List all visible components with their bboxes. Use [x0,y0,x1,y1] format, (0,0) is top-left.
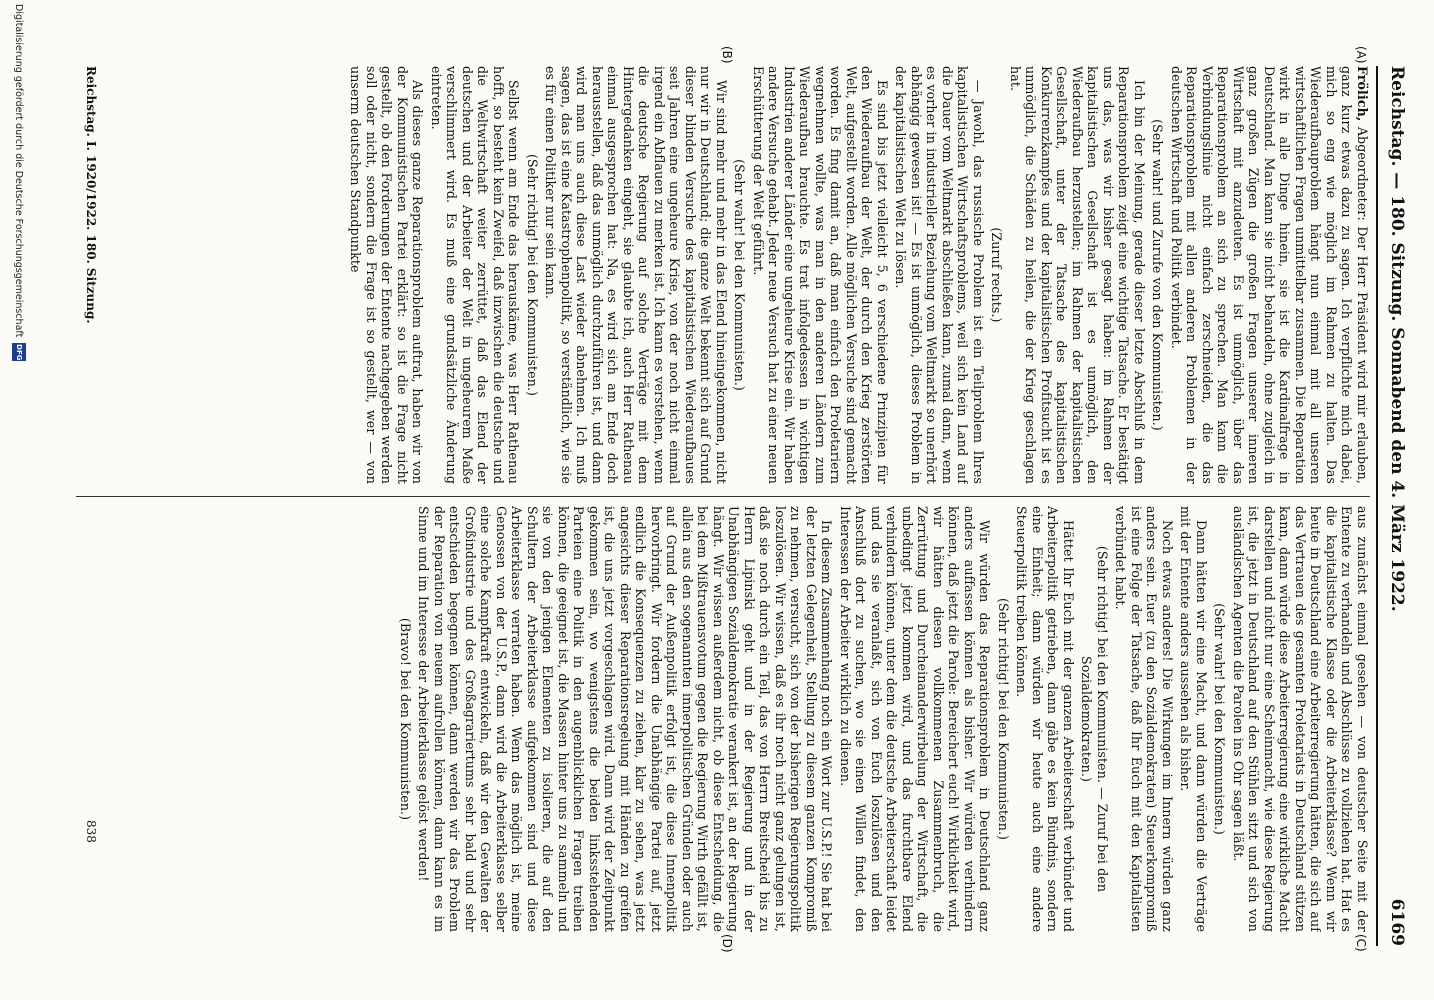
paragraph-text: Noch etwas anderes! Die Wirkungen im Innern würden ganz anders sein. Euer (zu den Sozialdemokraten) Steuerkompromiß ist eine Folge der Tatsache, daß Ihr Euch mit den Kapitalisten verbündet habt. [1113,506,1175,932]
margin-marker-a: (A) [1354,46,1368,64]
paragraph-text: Abgeordneter: Der Herr Präsident wird mir erlauben, ganz kurz etwas dazu zu sagen. Ich verpflichte mich dabei, mich so eng wie möglich im Rahmen zu halten. Das Wiederaufbauproblem hängt nun einmal mit all unseren wirtschaftlichen Fragen unmittelbar zusammen. Die Reparation wirkt in alle Dinge hinein, sie ist die Kardinalfrage in Deutschland. Man kann sie nicht behandeln, ohne zugleich in ganz großen Zügen die großen Fragen unserer inneren Wirtschaft mit anzudeuten. Es ist unmöglich, über das Reparationsproblem an sich zu sprechen. Man kann die Verbindungslinie nicht einfach zerschneiden, die das Reparationsproblem mit allen anderen Problemen in der deutschen Wirtschaft und Politik verbindet. [1169,66,1370,484]
footer-page: 838 [84,820,98,843]
paragraph-text: (Sehr richtig! bei den Kommunisten.) [525,153,540,397]
paragraph-text: (Sehr richtig! bei den Kommunisten. — Zuruf bei den Sozialdemokraten.) [1079,545,1110,893]
paragraph-text: Dann hätten wir eine Macht, und dann würden die Verträge mit der Entente anders aussehen als bisher. [1178,506,1209,932]
paragraph [348,66,426,484]
right-column [70,506,1370,932]
page-header [1380,66,1414,946]
interjection [1079,506,1110,932]
interjection [989,66,1005,484]
interjection [398,506,414,932]
footer-source: Reichstag. I. 1920/1922. 180. Sitzung. [84,66,98,324]
paragraph-text: Selbst wenn am Ende das herauskäme, was Herr Rathenau hofft, so besteht kein Zweifel, daß inzwischen die deutsche und die Weltwirtschaft weiter zerrüttet, daß das Elend der deutschen und der Arbeiter der Welt in ungeheurem Maße verschlimmert wird. Es muß eine grundsätzliche Änderung eintreten. [429,66,522,484]
paragraph [1008,66,1148,484]
paragraph-text: Als dieses ganze Reparationsproblem auftrat, haben wir von der Kommunistischen Partei erklärt: so ist die Frage nicht gestellt, ob den Forderungen der Entente nachgegeben werden soll oder nicht, sondern die Frage ist so gestellt, wer — von unserm deutschen Standpunkte [348,66,426,484]
paragraph-text: (Sehr wahr! und Zurufe von den Kommunisten.) [1150,119,1166,431]
paragraph [429,66,522,484]
paragraph-text: (Zuruf rechts.) [989,227,1005,323]
paragraph-text: aus zunächst einmal gesehen — von deutscher Seite mit der Entente zu verhandeln und Abschlüsse zu vollziehen hat. Hat es die kapitalistische Klasse oder die Arbeiterklasse? Wenn wir heute in Deutschland eine Arbeiterregierung hätten, die sich auf das Vertrauen des gesamten Proletariats in Deutschland stützen kann, dann würde diese Arbeiterregierung eine wirkliche Macht darstellen und nicht nur eine Scheinmacht, wie diese Regierung ist, die jetzt in Deutschland auf den Stühlen sitzt und sich von ausländischen Agenten die Parolen ins Ohr sagen läßt. [1231,506,1370,932]
paragraph [838,506,993,932]
margin-marker-b: (B) [720,46,734,64]
paragraph [751,66,891,484]
margin-marker-c: (C) [1354,934,1368,952]
paragraph-text: (Sehr richtig! bei den Kommunisten.) [996,597,1011,841]
paragraph [1169,66,1371,484]
paragraph-text: Ich bin der Meinung, gerade dieser letzte Abschluß in dem Reparationsproblem zeigt eine wichtige Tatsache. Er bestätigt uns das, was wir bisher gesagt haben: im Rahmen der kapitalistischen Gesellschaft ist es unmöglich, den Wiederaufbau herzustellen; im Rahmen der kapitalistischen Gesellschaft, unter der Tatsache des kapitalistischen Konkurrenzkampfes und der kapitalistischen Profitsucht ist es unmöglich, die Schäden zu heilen, die der Krieg geschlagen hat. [1008,66,1147,484]
paragraph [543,66,729,484]
page-number: 6169 [1387,898,1407,946]
digitization-credit [8,4,30,994]
paragraph [893,66,986,484]
paragraph-text: (Bravo! bei den Kommunisten.) [398,617,413,821]
paragraph [1231,506,1371,932]
paragraph-text: Es sind bis jetzt vielleicht 5, 6 verschiedene Prinzipien für den Wiederaufbau der Welt, der durch den Krieg zerstörten Welt, aufgestellt worden. Alle möglichen Versuche sind gemacht worden. Es fing damit an, daß man einfach den Proletariern wegnehmen wollte, was man in den anderen Ländern zum Wiederaufbau brauchte. Es trat infolgedessen in wichtigen Industrien anderer Länder eine ungeheure Krise ein. Wir haben andere Versuche gehabt. Jeder neue Versuch hat zu einer neuen Erschütterung der Welt geführt. [751,66,890,484]
margin-marker-d: (D) [720,934,734,953]
interjection [732,66,748,484]
interjection [1150,66,1166,484]
credit-text: Digitalisierung gefördert durch die Deutsche Forschungsgemeinschaft [13,4,25,338]
interjection [996,506,1012,932]
dfg-logo-icon: DFG [12,343,26,361]
paragraph [1178,506,1209,932]
paragraph-text: Wir würden das Reparationsproblem in Deutschland ganz anders auffassen können als bisher. Wir würden verhindern können, daß jetzt die Parole: Bereichert euch! Wirklichkeit wird, wir hätten diesen vollkommenen Zusammenbruch, die Zerrüttung und Durcheinanderwirbelung der Wirtschaft, die unbedingt jetzt kommen wird, und das furchtbare Elend verhindern können, unter dem die deutsche Arbeiterschaft leidet und das sie veranlaßt, sich von Euch loszulösen und den Anschluß dort zu suchen, wo sie einen Willen findet, den Interessen der Arbeiter wirklich zu dienen. [838,506,993,932]
left-column [70,66,1370,484]
paragraph [1014,506,1076,932]
paragraph-text: Hättet Ihr Euch mit der ganzen Arbeiterschaft verbündet und Arbeiterpolitik getrieben, dann gäbe es kein Bündnis, sondern eine Einheit; dann würden wir heute auch eine andere Steuerpolitik treiben können. [1014,506,1076,932]
column-divider [76,496,1370,497]
paragraph-text: — Jawohl, das russische Problem ist ein Teilproblem Ihres kapitalistischen Wirtschaftsproblems, weil sich kein Land auf die Dauer vom Weltmarkt abschließen kann, zumal dann, wenn es vorher in industrieller Beziehung vom Weltmarkt so unerhört abhängig gewesen ist! — Es ist unmöglich, dieses Problem in der kapitalistischen Welt zu lösen. [893,66,986,484]
paragraph-text: (Sehr wahr! bei den Kommunisten.) [732,159,748,391]
header-title: Reichstag. — 180. Sitzung. Sonnabend den 4. März 1922. [1387,66,1407,612]
interjection [525,66,541,484]
header-rule [1376,66,1378,946]
paragraph-text: In diesem Zusammenhang noch ein Wort zur U.S.P.! Sie hat bei der letzten Gelegenheit, Stellung zu diesem ganzen Kompromiß zu nehmen, versucht, sich von der bisherigen Regierungspolitik loszulösen. Wir wissen, daß es ihr noch nicht ganz gelungen ist, daß sie noch durch ein Teil, das von Herrn Breitscheid bis zu Herrn Lipinski geht und in der Regierung und in der Unabhängigen Sozialdemokratie verankert ist, an der Regierung hängt. Wir wissen außerdem nicht, ob diese Entscheidung, die bei dem Mißtrauensvotum gegen die Regierung Wirth gefällt ist, allein aus den sogenannten innerpolitischen Gründen oder auch auf Grund der Außenpolitik erfolgt ist, die diese Innenpolitik hervorbringt. Wir fordern die Unabhängige Partei auf, jetzt endlich die Konsequenzen zu ziehen, klar zu sehen, was jetzt angesichts dieser Reparationsregelung mit Händen zu greifen ist, die uns jetzt vorgeschlagen wird. Dann wird der Zeitpunkt gekommen sein, wo wenigstens die beiden linksstehenden Parteien eine Politik in den augenblicklichen Fragen treiben können, die geeignet ist, die Massen hinter uns zu sammeln und sie von den jenigen Elementen zu isolieren, die auf den Schultern der Arbeiterklasse aufgekommen sind und diese Arbeiterklasse verraten haben. Wenn das möglich ist, meine Genossen von der U.S.P., dann wird die Arbeiterklasse selber eine solche Kampfkraft entwickeln, daß wir den Gewalten der Großindustrie und des Großagrariertums sehr bald und sehr entschieden begegnen können, dann werden wir das Problem der Reparation von neuem aufrollen können, dann kann es im Sinne und im Interesse der Arbeiterklasse gelöst werden! [416,506,835,932]
interjection [1212,506,1228,932]
paragraph [1113,506,1175,932]
paragraph [416,506,835,932]
speaker-name: Frölich, [1355,66,1370,122]
paragraph-text: Wir sind mehr und mehr in das Elend hineingekommen, nicht nur wir in Deutschland; die ganze Welt bekennt sich auf Grund dieser blinden Versuche des kapitalistischen Wiederaufbaues seit Jahren eine ungeheure Krise, von der noch nicht einmal irgend ein Abflauen zu merken ist. Ich kann es verstehen, wenn die deutsche Regierung auf solche Verträge mit dem Hintergedanken eingeht, sie glaubte ich, auch Herr Rathenau einmal ausgesprochen hat: Na, es wird sich am Ende doch herausstellen, daß das unmöglich durchzuführen ist, und dann wird man uns auch diese Last wieder abnehmen. Ich muß sagen, das ist eine Katastrophenpolitik, so verständlich, wie sie es für einen Politiker nur sein kann. [543,66,729,484]
paragraph-text: (Sehr wahr! bei den Kommunisten.) [1212,603,1228,835]
